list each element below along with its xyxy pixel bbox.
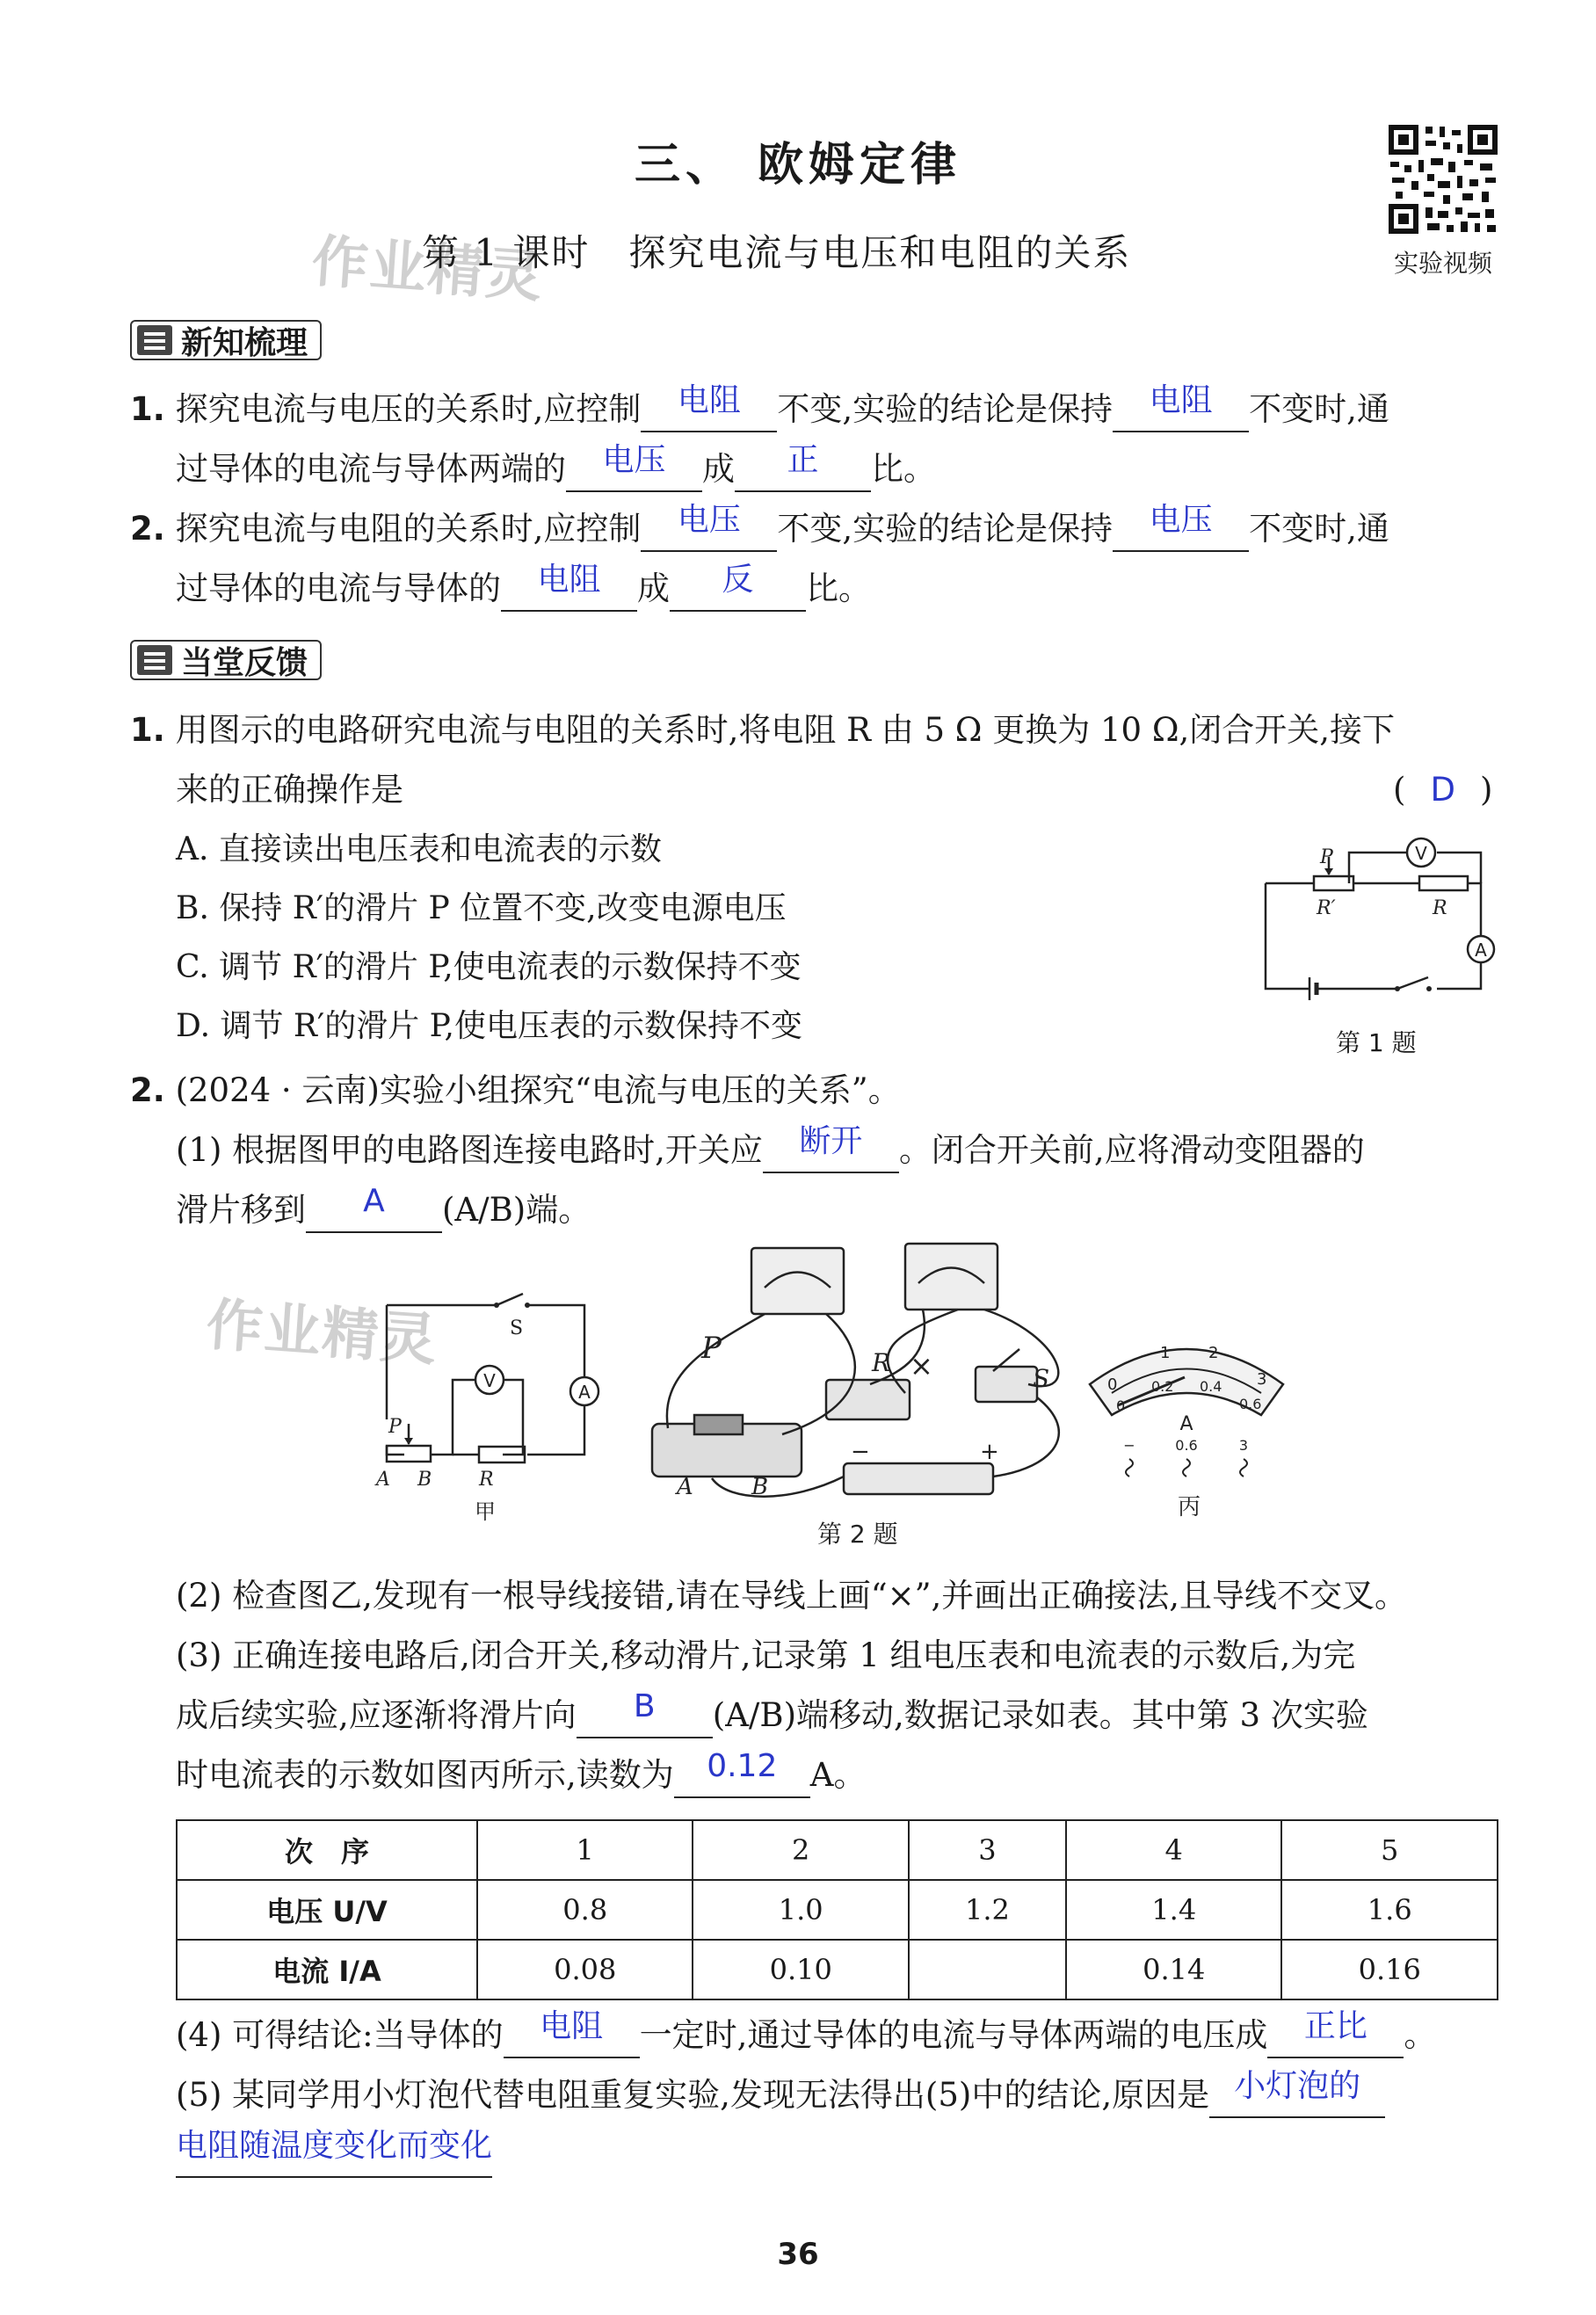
answer-blank[interactable]: A: [306, 1193, 442, 1233]
answer-blank[interactable]: 电阻: [1113, 392, 1249, 432]
answer-blank[interactable]: 0.12: [674, 1758, 810, 1798]
s2-q2-intro: 2. (2024 · 云南)实验小组探究“电流与电压的关系”。: [130, 1071, 901, 1109]
bing-terminal-neg: −: [1123, 1437, 1135, 1454]
option-c[interactable]: C. 调节 R′的滑片 P,使电流表的示数保持不变: [176, 949, 802, 985]
table-header: 1: [477, 1820, 693, 1880]
s2-q2-p4: (4) 可得结论:当导体的 电阻 一定时,通过导体的电流与导体两端的电压成 正比 。: [176, 2013, 1436, 2058]
bing-terminal-3: 3: [1238, 1437, 1249, 1454]
row-label-voltage: 电压 U/V: [177, 1880, 477, 1940]
figure-2-caption: 第 2 题: [817, 1520, 898, 1549]
answer-blank[interactable]: 电阻: [504, 2018, 640, 2058]
choice-answer: D: [1430, 771, 1455, 809]
jia-label-r: R: [479, 1469, 494, 1491]
bing-tick-bottom-1: 0.2: [1151, 1378, 1174, 1395]
table-cell: 1.6: [1281, 1880, 1498, 1940]
table-header: 次 序: [177, 1820, 477, 1880]
watermark: 作业精灵: [204, 1292, 440, 1375]
ammeter-label: A: [1475, 940, 1487, 961]
table-cell-empty[interactable]: [909, 1940, 1066, 1999]
jia-label-s: S: [510, 1317, 524, 1339]
s1-q2-line1: 2. 探究电流与电阻的关系时,应控制 电压 不变,实验的结论是保持 电压 不变时,通: [130, 506, 1389, 552]
row-label-current: 电流 I/A: [177, 1940, 477, 1999]
table-cell: 0.10: [693, 1940, 908, 1999]
voltmeter-label: V: [1415, 843, 1427, 864]
label-p: P: [1320, 846, 1333, 868]
s2-q2-p3-line2: 成后续实验,应逐渐将滑片向 B (A/B)端移动,数据记录如表。其中第 3 次实验: [176, 1693, 1368, 1738]
figure-2-jia-circuit: [352, 1266, 615, 1529]
yi-label-minus: −: [851, 1439, 870, 1465]
bing-caption: 丙: [1178, 1494, 1201, 1520]
table-cell: 1.0: [693, 1880, 908, 1940]
answer-blank[interactable]: 正: [735, 452, 871, 492]
table-header: 4: [1066, 1820, 1281, 1880]
jia-label-a: A: [376, 1469, 390, 1491]
section-header-new-knowledge: [130, 320, 322, 360]
table-header: 5: [1281, 1820, 1498, 1880]
label-r: R: [1433, 897, 1447, 919]
answer-blank[interactable]: 电压: [566, 452, 702, 492]
table-row: [177, 1940, 1498, 1999]
table-row: [177, 1820, 1498, 1880]
jia-label-p: P: [388, 1416, 402, 1438]
bing-terminal-06: 0.6: [1175, 1437, 1198, 1454]
table-header: 2: [693, 1820, 908, 1880]
bing-tick-bottom-2: 0.4: [1200, 1378, 1222, 1395]
table-header: 3: [909, 1820, 1066, 1880]
table-cell: 0.08: [477, 1940, 693, 1999]
data-table: [176, 1819, 1498, 2000]
chapter-title: 三、 欧姆定律: [634, 138, 962, 192]
bing-tick-top-3: 3: [1257, 1370, 1267, 1389]
answer-blank[interactable]: 小灯泡的: [1209, 2078, 1385, 2118]
s2-q1-line1: 1. 用图示的电路研究电流与电阻的关系时,将电阻 R 由 5 Ω 更换为 10 Ω,闭合开关,接下: [130, 711, 1396, 749]
qr-caption: 实验视频: [1393, 249, 1492, 278]
s2-q2-p5-line1: (5) 某同学用小灯泡代替电阻重复实验,发现无法得出(5)中的结论,原因是 小灯泡的: [176, 2072, 1385, 2118]
bing-unit: A: [1179, 1413, 1193, 1435]
answer-blank[interactable]: 电阻: [501, 571, 637, 612]
s2-q2-p3-line1: (3) 正确连接电路后,闭合开关,移动滑片,记录第 1 组电压表和电流表的示数后,为完: [176, 1636, 1356, 1674]
yi-label-a: A: [677, 1474, 693, 1500]
jia-caption: 甲: [475, 1499, 496, 1524]
section-title: 新知梳理: [181, 324, 308, 361]
book-icon: [137, 325, 172, 355]
bing-tick-top-1: 1: [1160, 1344, 1171, 1362]
s1-q1-line2: 过导体的电流与导体两端的 电压 成 正 比。: [176, 446, 936, 492]
s2-q2-p3-line3: 时电流表的示数如图丙所示,读数为 0.12 A。: [176, 1753, 867, 1798]
answer-blank[interactable]: 电阻随温度变化而变化: [176, 2137, 492, 2178]
answer-blank[interactable]: 电压: [641, 512, 777, 552]
s2-q2-p1-line2: 滑片移到 A (A/B)端。: [176, 1187, 591, 1233]
yi-label-plus: +: [980, 1439, 999, 1465]
s2-q2-p5-line2: [176, 2128, 493, 2178]
answer-blank[interactable]: 电阻: [641, 392, 777, 432]
bing-tick-bottom-3: 0.6: [1239, 1396, 1262, 1412]
table-cell: 1.2: [909, 1880, 1066, 1940]
yi-label-s: S: [1033, 1364, 1050, 1393]
jia-label-b: B: [417, 1469, 432, 1491]
page-number: 36: [777, 2237, 819, 2272]
option-b[interactable]: B. 保持 R′的滑片 P 位置不变,改变电源电压: [176, 890, 787, 926]
s2-q2-p2: (2) 检查图乙,发现有一根导线接错,请在导线上画“×”,并画出正确接法,且导线不交叉。: [176, 1577, 1408, 1615]
table-cell: 0.8: [477, 1880, 693, 1940]
table-row: [177, 1880, 1498, 1940]
answer-blank[interactable]: 电压: [1113, 512, 1249, 552]
bing-tick-top-2: 2: [1208, 1344, 1219, 1362]
jia-ammeter-label: A: [578, 1382, 591, 1403]
bing-tick-bottom-0: 0: [1116, 1397, 1126, 1414]
answer-blank[interactable]: 反: [670, 571, 806, 612]
qr-code[interactable]: [1387, 123, 1499, 236]
figure-2-bing-meter: [1081, 1323, 1292, 1525]
s2-q2-p1-line1: (1) 根据图甲的电路图连接电路时,开关应 断开 。闭合开关前,应将滑动变阻器的: [176, 1128, 1365, 1173]
yi-label-p: P: [701, 1331, 722, 1366]
jia-voltmeter-label: V: [483, 1370, 496, 1391]
figure-1-caption: 第 1 题: [1336, 1028, 1417, 1057]
table-cell: 0.16: [1281, 1940, 1498, 1999]
s1-q2-line2: 过导体的电流与导体的 电阻 成 反 比。: [176, 566, 871, 612]
choice-bracket[interactable]: ( D ): [1393, 771, 1493, 809]
watermark: 作业精灵: [309, 229, 546, 311]
figure-1-circuit: [1248, 826, 1512, 1011]
answer-blank[interactable]: 正比: [1267, 2018, 1404, 2058]
answer-blank[interactable]: B: [577, 1698, 713, 1738]
pencil-icon: [137, 645, 172, 675]
yi-cross-mark: ×: [910, 1349, 933, 1382]
table-cell: 0.14: [1066, 1940, 1281, 1999]
option-d[interactable]: D. 调节 R′的滑片 P,使电压表的示数保持不变: [176, 1008, 803, 1044]
s1-q1-line1: 1. 探究电流与电压的关系时,应控制 电阻 不变,实验的结论是保持 电阻 不变时,通: [130, 387, 1389, 432]
table-cell: 1.4: [1066, 1880, 1281, 1940]
bing-tick-top-0: 0: [1107, 1375, 1118, 1394]
s2-q1-line2: 来的正确操作是: [176, 771, 403, 809]
label-r-prime: R′: [1317, 897, 1336, 919]
section-title: 当堂反馈: [181, 644, 308, 681]
section-header-feedback: [130, 640, 322, 680]
answer-blank[interactable]: 断开: [763, 1133, 899, 1173]
option-a[interactable]: A. 直接读出电压表和电流表的示数: [176, 831, 662, 867]
lesson-title: 第 1 课时 探究电流与电压和电阻的关系: [422, 231, 1132, 274]
yi-label-b: B: [751, 1474, 769, 1500]
yi-label-r: R: [872, 1348, 891, 1377]
